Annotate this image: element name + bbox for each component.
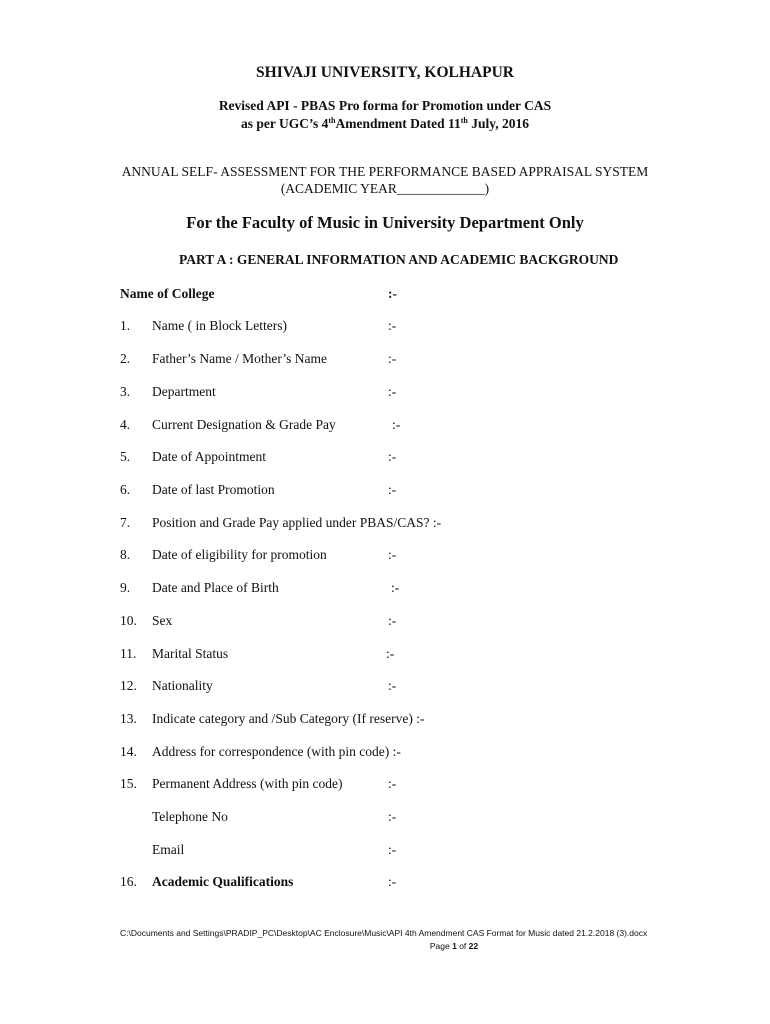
form-row — [120, 384, 720, 402]
page-prefix: Page — [429, 941, 453, 951]
row-label: Sex — [152, 613, 173, 628]
row-number: 16. — [120, 874, 137, 889]
page-current: 1 — [452, 941, 457, 951]
row-number: 15. — [120, 776, 137, 791]
form-row — [120, 613, 720, 631]
form-row — [120, 515, 720, 533]
footer-file-path: C:\Documents and Settings\PRADIP_PC\Desktop\AC Enclosure\Music\API 4th Amendment CAS Format for Music dated 21.2.2018 (3).docx — [120, 928, 648, 938]
row-colon: :- — [392, 417, 401, 432]
row-colon: :- — [388, 318, 397, 333]
form-row — [120, 809, 720, 827]
form-row — [120, 744, 720, 762]
part-a-heading: PART A : GENERAL INFORMATION AND ACADEMIC BACKGROUND — [179, 252, 619, 267]
subtitle-part-b: Amendment Dated 11 — [335, 116, 461, 131]
form-row — [120, 318, 720, 336]
row-label: Date of eligibility for promotion — [152, 547, 327, 562]
page-of: of — [456, 941, 469, 951]
college-label: Name of College — [120, 286, 215, 301]
row-colon: :- — [388, 384, 397, 399]
row-label: Department — [152, 384, 216, 399]
superscript-th-2: th — [460, 116, 468, 125]
form-row — [120, 580, 720, 598]
row-number: 2. — [120, 351, 131, 366]
row-number: 5. — [120, 449, 131, 464]
row-number: 4. — [120, 417, 131, 432]
row-label: Permanent Address (with pin code) — [152, 776, 343, 791]
subtitle-line-1: Revised API - PBAS Pro forma for Promotion under CAS — [218, 98, 552, 113]
row-colon: :- — [386, 646, 395, 661]
row-label: Date of last Promotion — [152, 482, 275, 497]
row-colon: :- — [388, 874, 397, 889]
form-row — [120, 874, 720, 892]
row-colon: :- — [388, 449, 397, 464]
row-number: 10. — [120, 613, 137, 628]
row-label: Academic Qualifications — [152, 874, 294, 889]
superscript-th-1: th — [328, 116, 336, 125]
form-row — [120, 482, 720, 500]
row-label: Father’s Name / Mother’s Name — [152, 351, 327, 366]
row-label: Current Designation & Grade Pay — [152, 417, 336, 432]
form-row — [120, 351, 720, 369]
row-number: 12. — [120, 678, 137, 693]
row-label: Email — [152, 842, 185, 857]
subtitle-part-a: as per UGC’s 4 — [240, 116, 329, 131]
row-label: Date and Place of Birth — [152, 580, 279, 595]
college-colon: :- — [388, 286, 397, 301]
row-label: Position and Grade Pay applied under PBAS/CAS? :- — [152, 515, 442, 530]
row-colon: :- — [388, 351, 397, 366]
subtitle-part-c: July, 2016 — [467, 116, 529, 131]
row-number: 7. — [120, 515, 131, 530]
row-label: Indicate category and /Sub Category (If reserve) :- — [152, 711, 425, 726]
annual-assessment-heading: ANNUAL SELF- ASSESSMENT FOR THE PERFORMANCE BASED APPRAISAL SYSTEM — [121, 164, 649, 179]
college-row — [120, 286, 720, 304]
form-row — [120, 449, 720, 467]
row-label: Address for correspondence (with pin code) :- — [152, 744, 401, 759]
row-number: 14. — [120, 744, 137, 759]
footer-page-number — [0, 941, 770, 951]
row-colon: :- — [391, 580, 400, 595]
subtitle-line-2 — [0, 116, 770, 132]
row-number: 13. — [120, 711, 137, 726]
form-row — [120, 547, 720, 565]
row-colon: :- — [388, 776, 397, 791]
row-number: 3. — [120, 384, 131, 399]
row-label: Nationality — [152, 678, 213, 693]
form-row — [120, 417, 720, 435]
academic-year-line: (ACADEMIC YEAR_____________) — [280, 181, 490, 196]
row-colon: :- — [388, 678, 397, 693]
form-row — [120, 646, 720, 664]
page-total: 22 — [468, 941, 479, 951]
form-row — [120, 678, 720, 696]
row-colon: :- — [388, 482, 397, 497]
row-colon: :- — [388, 842, 397, 857]
row-number: 9. — [120, 580, 131, 595]
faculty-heading: For the Faculty of Music in University Department Only — [186, 213, 584, 232]
row-label: Name ( in Block Letters) — [152, 318, 287, 333]
row-label: Date of Appointment — [152, 449, 266, 464]
row-colon: :- — [388, 547, 397, 562]
row-label: Marital Status — [152, 646, 229, 661]
row-number: 8. — [120, 547, 131, 562]
row-colon: :- — [388, 809, 397, 824]
form-row — [120, 711, 720, 729]
form-row — [120, 776, 720, 794]
row-colon: :- — [388, 613, 397, 628]
row-label: Telephone No — [152, 809, 228, 824]
form-row — [120, 842, 720, 860]
university-title: SHIVAJI UNIVERSITY, KOLHAPUR — [256, 64, 514, 81]
row-number: 6. — [120, 482, 131, 497]
row-number: 1. — [120, 318, 131, 333]
row-number: 11. — [120, 646, 137, 661]
